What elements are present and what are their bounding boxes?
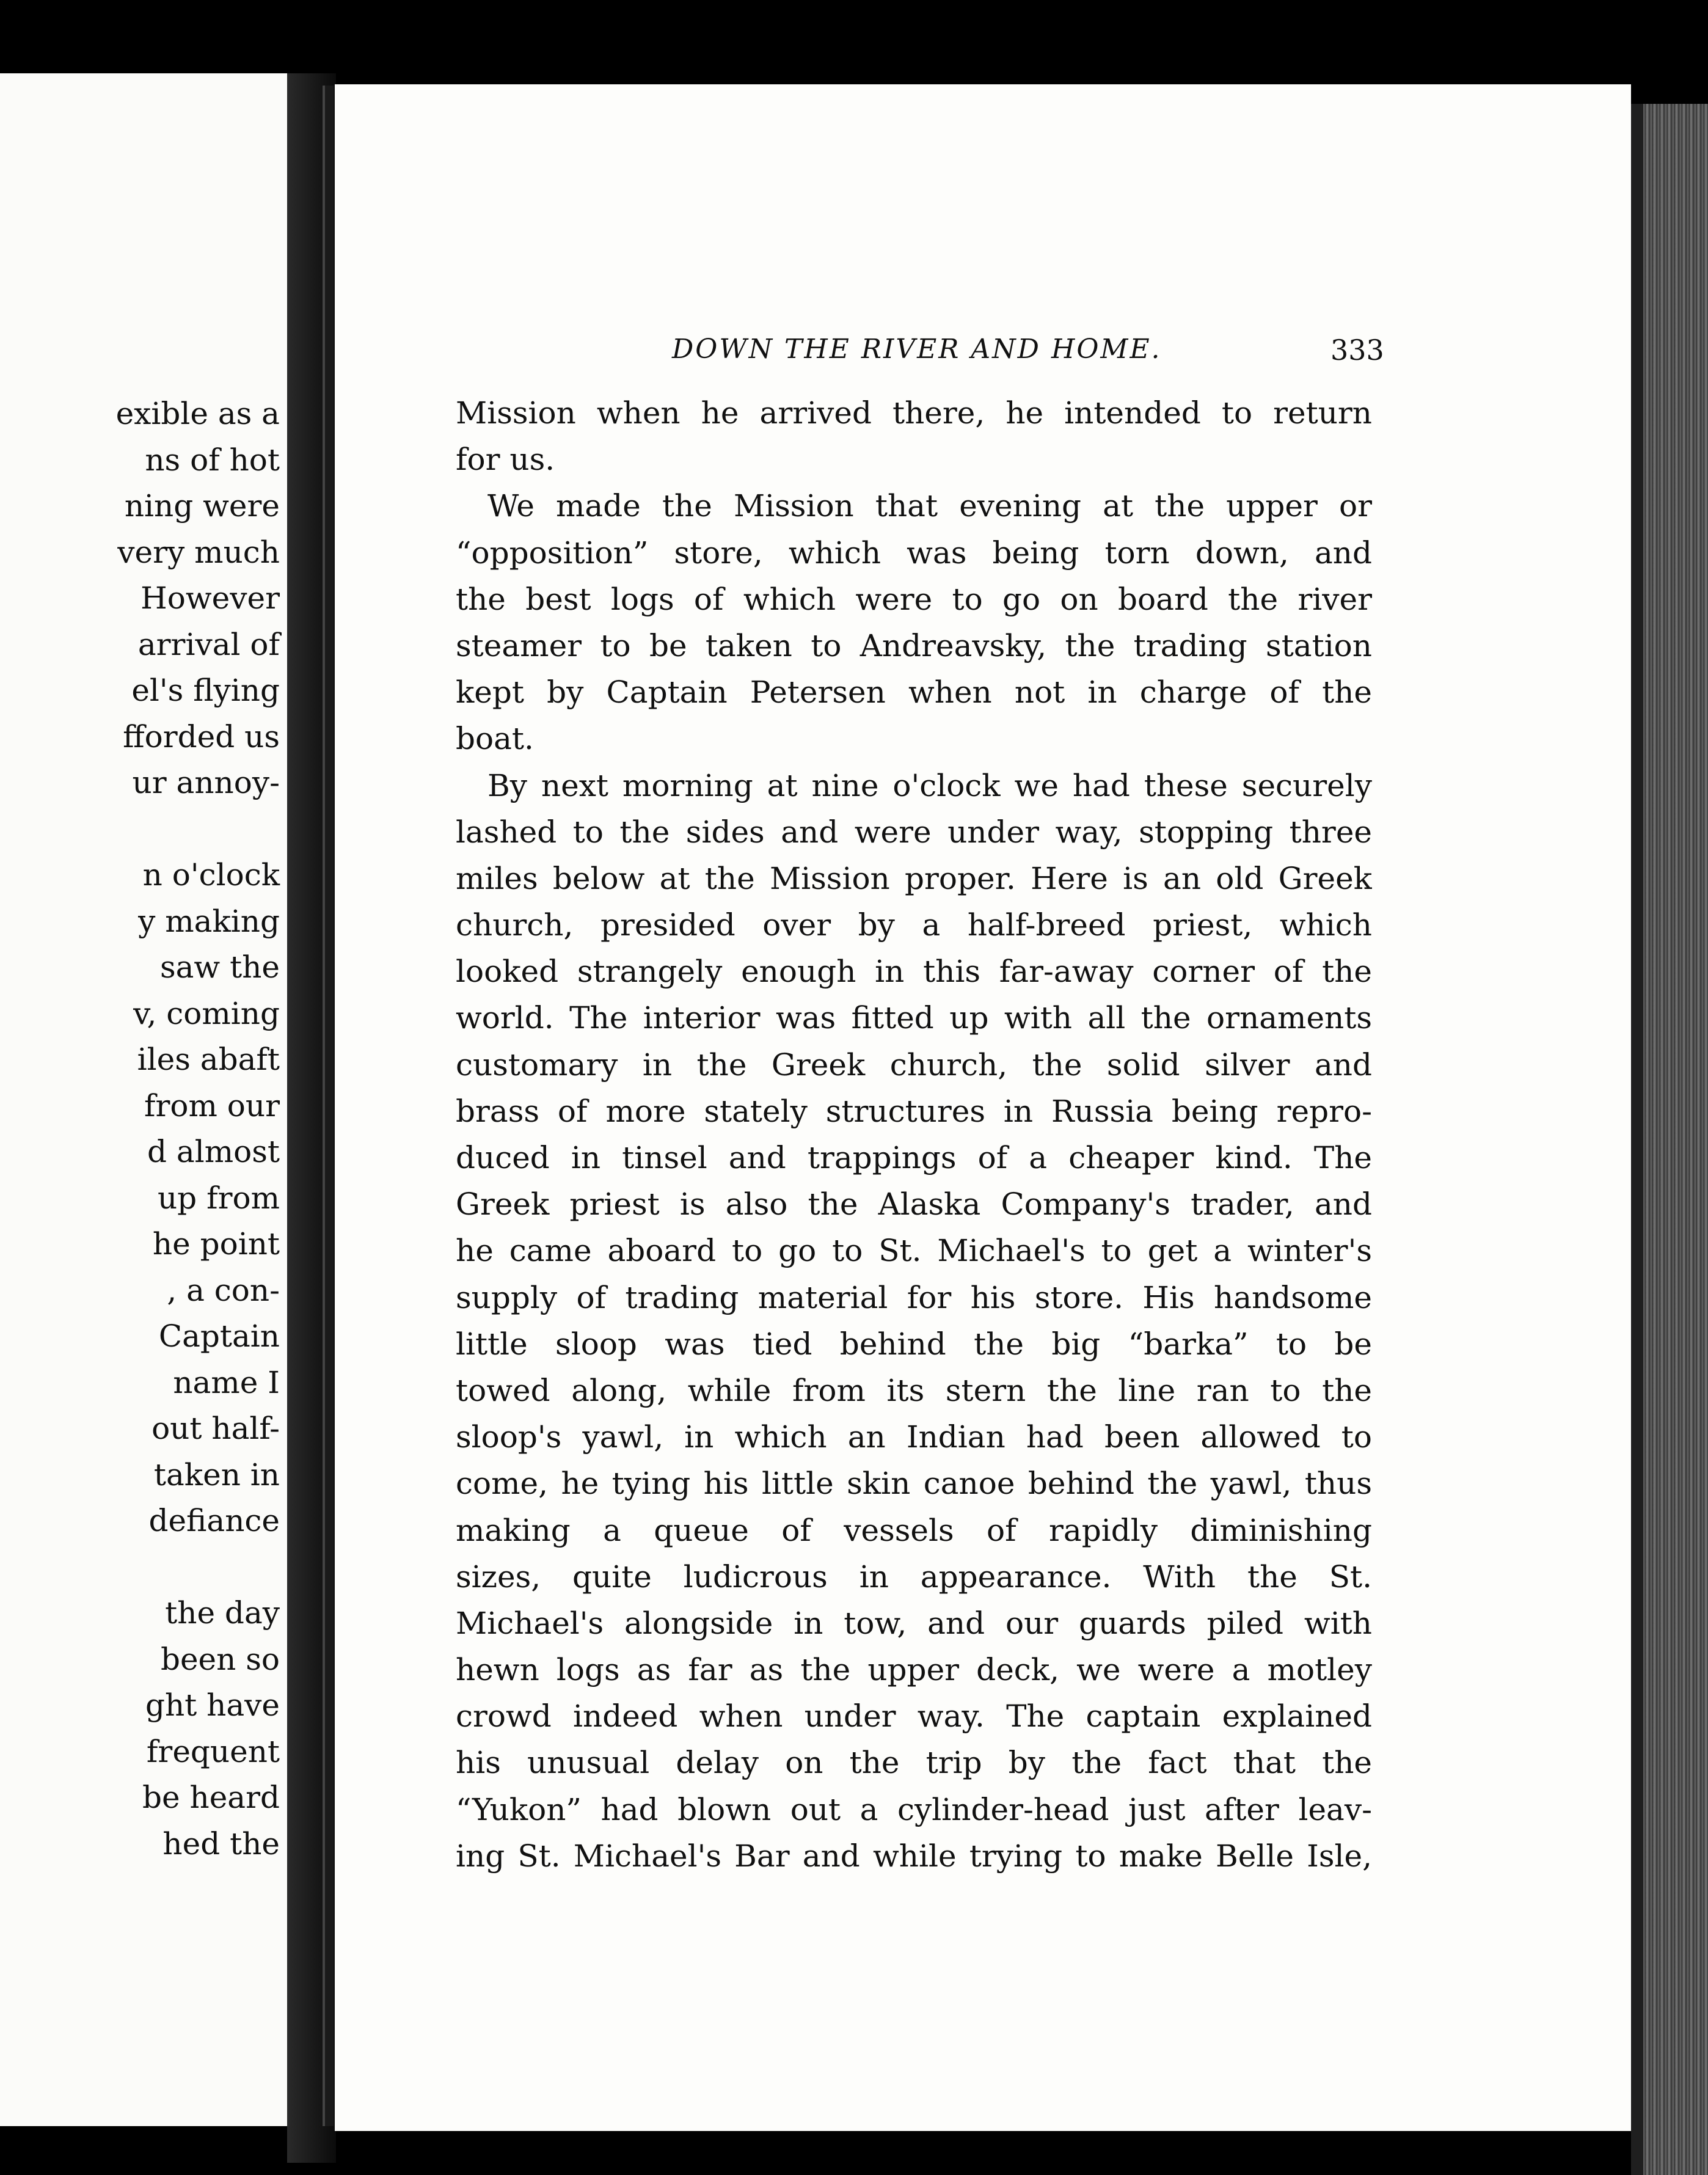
text-line: sloop's yawl, in which an Indian had been allowed to: [456, 1419, 1372, 1455]
text-line: towed along, while from its stern the line ran to the: [456, 1372, 1372, 1408]
text-line: duced in tinsel and trappings of a cheaper kind. The: [456, 1140, 1372, 1175]
previous-page-line: ur annoy-: [132, 765, 280, 800]
text-line: his unusual delay on the trip by the fact that the: [456, 1745, 1372, 1781]
previous-page-line: he point: [152, 1226, 280, 1262]
previous-page-line: the day: [165, 1595, 280, 1631]
previous-page-line: [0, 806, 280, 853]
text-line: ing St. Michael's Bar and while trying to make Belle Isle,: [456, 1838, 1372, 1874]
text-line: “Yukon” had blown out a cylinder-head just after leav-: [456, 1791, 1372, 1827]
text-line: boat.: [456, 721, 534, 757]
previous-page-line: v, coming: [133, 995, 280, 1031]
text-line: come, he tying his little skin canoe behind the yawl, thus: [456, 1466, 1372, 1502]
previous-page-line: y making: [138, 903, 280, 939]
text-line: crowd indeed when under way. The captain explained: [456, 1698, 1372, 1735]
previous-page-line: saw the: [159, 949, 280, 985]
text-line: for us.: [456, 442, 555, 478]
previous-page-line: ght have: [145, 1687, 280, 1723]
text-line: the best logs of which were to go on board the river: [456, 581, 1372, 617]
previous-page-line: exible as a: [115, 396, 280, 431]
text-line: lashed to the sides and were under way, stopping three: [456, 814, 1372, 850]
previous-page-line: iles abaft: [137, 1042, 280, 1077]
text-line: Mission when he arrived there, he intended to return: [456, 395, 1372, 431]
text-line: looked strangely enough in this far-away corner of the: [456, 954, 1372, 990]
text-line: church, presided over by a half-breed priest, which: [456, 907, 1372, 943]
previous-page-line: [0, 1544, 280, 1591]
previous-page: [0, 73, 287, 2126]
previous-page-line: from our: [144, 1088, 280, 1124]
previous-page-line: frequent: [146, 1733, 280, 1769]
text-line: sizes, quite ludicrous in appearance. With the St.: [456, 1559, 1372, 1595]
text-line: making a queue of vessels of rapidly diminishing: [456, 1512, 1372, 1548]
text-line: supply of trading material for his store. His handsome: [456, 1279, 1372, 1315]
current-page: [335, 84, 1631, 2131]
previous-page-line: up from: [157, 1180, 280, 1216]
previous-page-line: out half-: [151, 1411, 280, 1446]
page-edges: [1631, 104, 1708, 2175]
previous-page-line: very much: [117, 534, 280, 570]
text-line: little sloop was tied behind the big “barka” to be: [456, 1326, 1372, 1362]
text-line: steamer to be taken to Andreavsky, the trading station: [456, 627, 1372, 663]
previous-page-line: , a con-: [167, 1272, 280, 1308]
text-line: world. The interior was fitted up with all the ornaments: [456, 1000, 1372, 1036]
previous-page-line: name I: [173, 1364, 280, 1400]
previous-page-text: [0, 391, 280, 1867]
gutter-edge: [323, 86, 334, 2126]
previous-page-line: be heard: [142, 1780, 280, 1815]
previous-page-line: ns of hot: [145, 442, 280, 478]
body-text: [456, 390, 1372, 1879]
text-line: brass of more stately structures in Russia being repro-: [456, 1093, 1372, 1129]
previous-page-line: d almost: [147, 1134, 280, 1169]
previous-page-line: However: [141, 580, 280, 616]
text-line: customary in the Greek church, the solid silver and: [456, 1047, 1372, 1083]
text-line: By next morning at nine o'clock we had these securely: [487, 767, 1372, 803]
previous-page-line: taken in: [153, 1457, 280, 1493]
text-line: kept by Captain Petersen when not in charge of the: [456, 674, 1372, 711]
previous-page-line: fforded us: [123, 718, 280, 755]
text-line: We made the Mission that evening at the upper or: [487, 488, 1372, 524]
page-number: 333: [1330, 334, 1384, 367]
previous-page-line: Captain: [158, 1318, 280, 1354]
previous-page-line: defiance: [148, 1503, 280, 1538]
previous-page-line: n o'clock: [142, 857, 280, 893]
text-line: miles below at the Mission proper. Here is an old Greek: [456, 860, 1372, 896]
text-line: “opposition” store, which was being torn down, and: [456, 535, 1372, 571]
previous-page-line: el's flying: [131, 673, 280, 708]
previous-page-line: been so: [160, 1641, 280, 1677]
text-line: he came aboard to go to St. Michael's to get a winter's: [456, 1233, 1372, 1269]
text-line: Greek priest is also the Alaska Company's trader, and: [456, 1186, 1372, 1223]
running-head: DOWN THE RIVER AND HOME.: [672, 334, 1162, 365]
text-line: Michael's alongside in tow, and our guards piled with: [456, 1605, 1372, 1641]
text-line: hewn logs as far as the upper deck, we were a motley: [456, 1652, 1372, 1688]
previous-page-line: ning were: [124, 488, 280, 524]
previous-page-line: arrival of: [137, 626, 280, 662]
previous-page-line: hed the: [162, 1826, 280, 1862]
